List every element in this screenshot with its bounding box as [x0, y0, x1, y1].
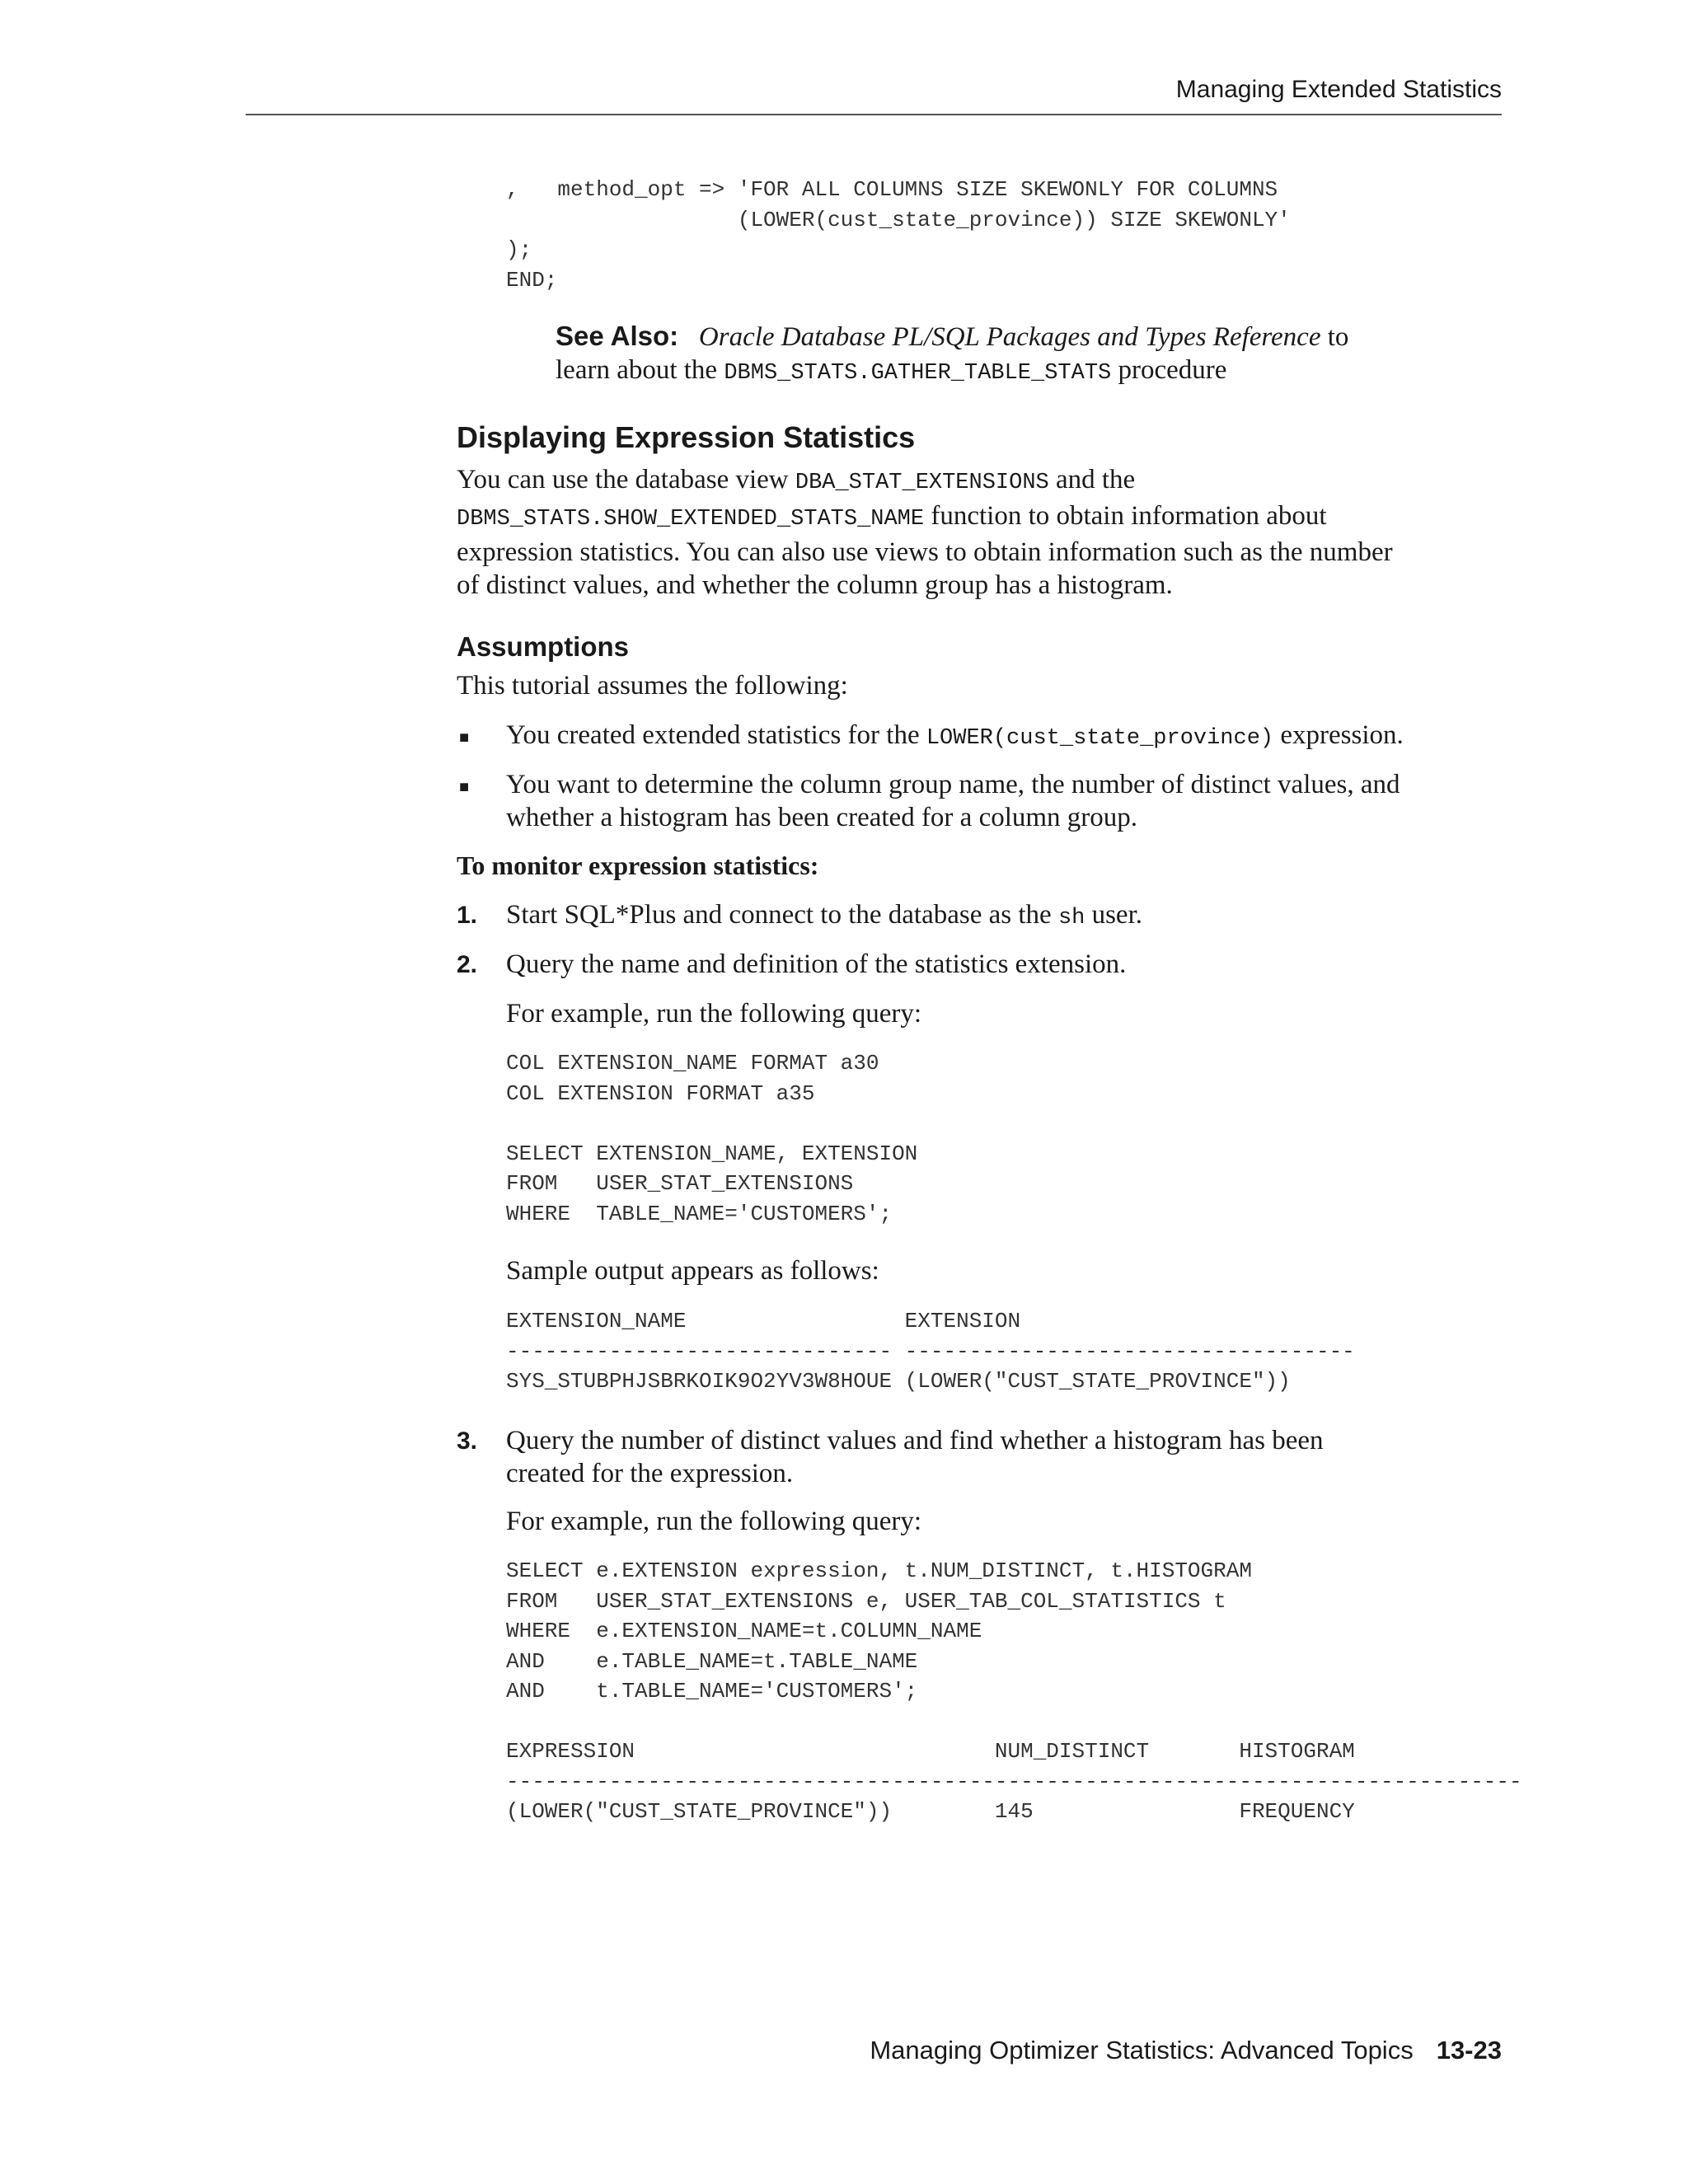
step-3-text: Query the number of distinct values and find whether a histogram has been created for the expression.	[506, 1426, 1324, 1488]
code-block-method-opt: , method_opt => 'FOR ALL COLUMNS SIZE SKEWONLY FOR COLUMNS (LOWER(cust_state_province)) SIZE SKEWONLY' ); END;	[506, 177, 1291, 293]
footer-title: Managing Optimizer Statistics: Advanced Topics	[870, 2036, 1414, 2064]
page-number: 13-23	[1436, 2036, 1502, 2064]
code-block-sample-output: EXTENSION_NAME EXTENSION ------------------------------ ----------------------------------- SYS_STUBPHJSBRKOIK9O2YV3W8HOUE (LOWER("CUST_STATE_PROVINCE"))	[506, 1309, 1355, 1394]
procedure-heading: To monitor expression statistics:	[457, 851, 819, 880]
section-heading: Displaying Expression Statistics	[457, 420, 916, 454]
see-also-code: DBMS_STATS.GATHER_TABLE_STATS	[724, 361, 1112, 386]
assumption-item: You created extended statistics for the LOWER(cust_state_province) expression.	[506, 720, 1404, 751]
code-block-query-histogram: SELECT e.EXTENSION expression, t.NUM_DISTINCT, t.HISTOGRAM FROM USER_STAT_EXTENSIONS e, USER_TAB_COL_STATISTICS t WHERE e.EXTENSION_NAME=t.COLUMN_NAME AND e.TABLE_NAME=t.TABLE_NAME AND t.TABLE_NAME='CUSTOMERS'; EXPRESSION NUM_DISTINCT HISTOGRAM ------------------------------------------------------------------------------- (LOWER("CUST_STATE_PROVINCE")) 145 FREQUENCY	[506, 1558, 1522, 1824]
step-2-example-intro: For example, run the following query:	[506, 999, 922, 1029]
assumptions-intro: This tutorial assumes the following:	[457, 671, 848, 701]
section-paragraph: You can use the database view DBA_STAT_EXTENSIONS and the DBMS_STATS.SHOW_EXTENDED_STATS_NAME function to obtain information about expression statistics. You can also use views to obtain information such as the number of distinct values, and whether the column group has a histogram.	[457, 465, 1393, 600]
step-number: 2.	[457, 951, 478, 978]
sample-output-intro: Sample output appears as follows:	[506, 1256, 879, 1286]
assumptions-heading: Assumptions	[457, 631, 630, 662]
assumption-item: You want to determine the column group name, the number of distinct values, and whether a histogram has been created for a column group.	[506, 770, 1400, 832]
step-3-example-intro: For example, run the following query:	[506, 1507, 922, 1536]
bullet-marker: ■	[459, 729, 470, 747]
see-also-note: See Also: Oracle Database PL/SQL Packages and Types Reference to learn about the DBMS_STATS.GATHER_TABLE_STATS procedure	[556, 321, 1349, 386]
bullet-marker: ■	[459, 778, 470, 796]
code-block-query-extensions: COL EXTENSION_NAME FORMAT a30 COL EXTENSION FORMAT a35 SELECT EXTENSION_NAME, EXTENSION FROM USER_STAT_EXTENSIONS WHERE TABLE_NAME='CUSTOMERS';	[506, 1051, 918, 1226]
header-rule	[246, 114, 1502, 115]
step-2-text: Query the name and definition of the statistics extension.	[506, 949, 1127, 979]
see-also-label: See Also:	[556, 321, 679, 351]
step-number: 1.	[457, 902, 478, 929]
step-number: 3.	[457, 1427, 478, 1455]
page-footer	[870, 2036, 1502, 2065]
running-header: Managing Extended Statistics	[1175, 76, 1502, 103]
see-also-book-title: Oracle Database PL/SQL Packages and Types Reference	[698, 322, 1321, 352]
step-1-text: Start SQL*Plus and connect to the database as the sh user.	[506, 900, 1143, 930]
